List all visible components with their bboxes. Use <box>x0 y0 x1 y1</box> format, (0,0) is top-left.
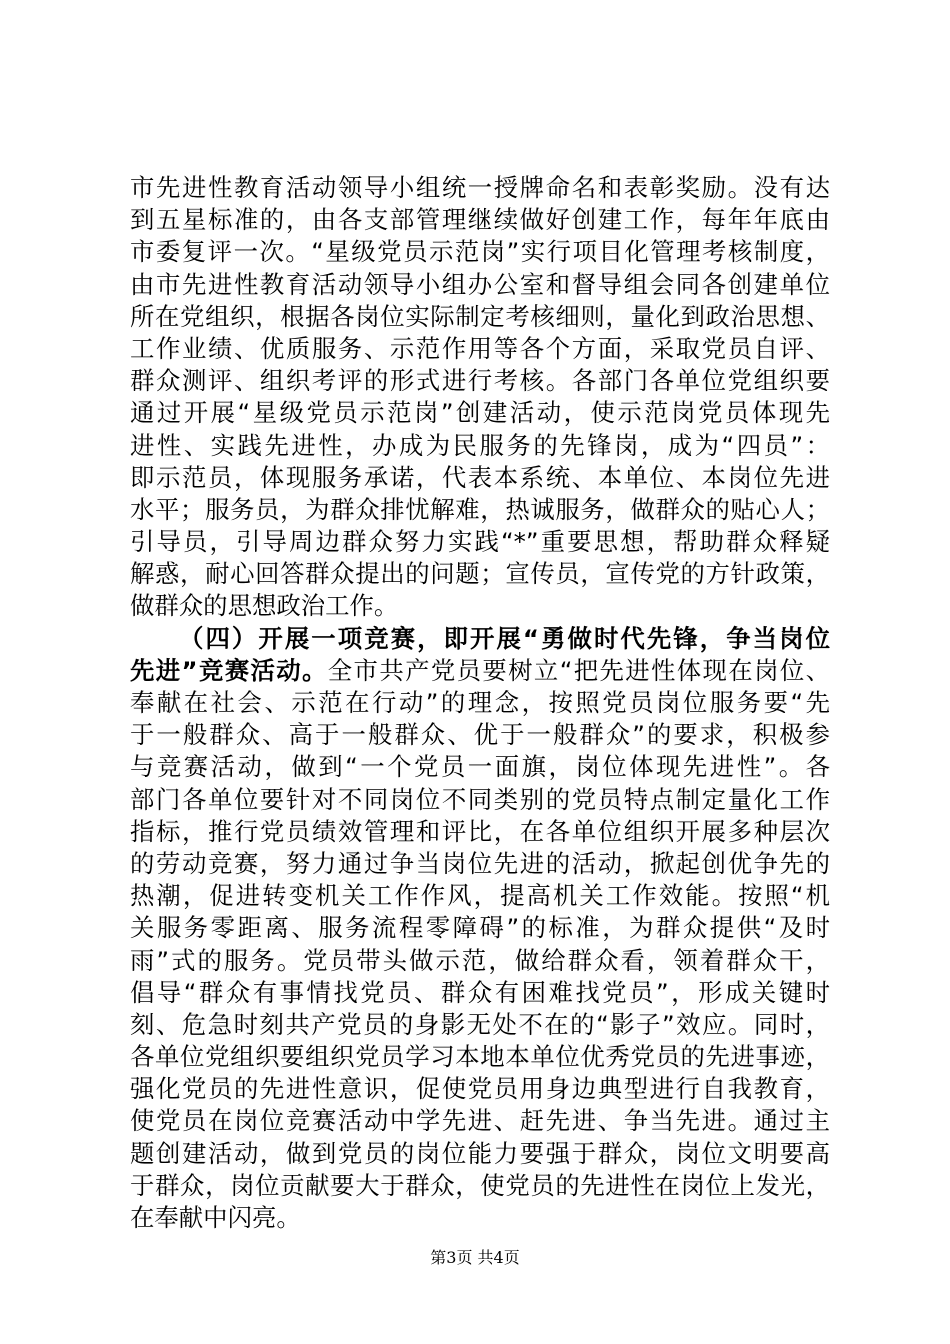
paragraph-line: 做群众的思想政治工作。 <box>130 591 399 621</box>
paragraph-line: 在奉献中闪亮。 <box>130 1203 301 1232</box>
section-heading: （四）开展一项竞赛，即开展“勇做时代先锋，争当岗位 <box>179 623 830 653</box>
paragraph-line: 各单位党组织要组织党员学习本地本单位优秀党员的先进事迹， <box>130 1042 830 1072</box>
paragraph-line: 由市先进性教育活动领导小组办公室和督导组会同各创建单位 <box>130 269 830 299</box>
document-body <box>130 172 830 1234</box>
paragraph-line: 刻、危急时刻共产党员的身影无处不在的“影子”效应。同时， <box>130 1009 830 1039</box>
paragraph-line: 解惑，耐心回答群众提出的问题；宣传员，宣传党的方针政策， <box>130 559 830 589</box>
paragraph-line <box>130 655 830 687</box>
paragraph-line: 的劳动竞赛，努力通过争当岗位先进的活动，掀起创优争先的 <box>130 848 830 878</box>
paragraph-line: 到五星标准的，由各支部管理继续做好创建工作，每年年底由 <box>130 205 830 235</box>
paragraph-competition <box>130 623 830 1235</box>
paragraph-line: 市委复评一次。“星级党员示范岗”实行项目化管理考核制度， <box>130 237 830 267</box>
paragraph-line: 热潮，促进转变机关工作作风，提高机关工作效能。按照“机 <box>130 881 830 911</box>
paragraph-line: 于一般群众、高于一般群众、优于一般群众”的要求，积极参 <box>130 720 830 750</box>
paragraph-line: 关服务零距离、服务流程零障碍”的标准，为群众提供“及时 <box>130 913 830 943</box>
paragraph-line-text: 全市共产党员要树立“把先进性体现在岗位、 <box>327 655 830 685</box>
paragraph-line: 题创建活动，做到党员的岗位能力要强于群众，岗位文明要高 <box>130 1138 830 1168</box>
paragraph-line: 水平；服务员，为群众排忧解难，热诚服务，做群众的贴心人； <box>130 494 830 524</box>
paragraph-line: 强化党员的先进性意识，促使党员用身边典型进行自我教育， <box>130 1074 830 1104</box>
paragraph-line: 雨”式的服务。党员带头做示范，做给群众看，领着群众干， <box>130 945 830 975</box>
paragraph-star-post <box>130 172 830 623</box>
paragraph-line: 引导员，引导周边群众努力实践“*”重要思想，帮助群众释疑 <box>130 527 830 557</box>
paragraph-line: 部门各单位要针对不同岗位不同类别的党员特点制定量化工作 <box>130 784 830 814</box>
section-heading-end: 先进”竞赛活动。 <box>130 655 328 685</box>
paragraph-line: 所在党组织，根据各岗位实际制定考核细则，量化到政治思想、 <box>130 301 830 331</box>
paragraph-line: 进性、实践先进性，办成为民服务的先锋岗，成为“四员”： <box>130 430 830 460</box>
paragraph-line: 倡导“群众有事情找党员、群众有困难找党员”，形成关键时 <box>130 977 830 1007</box>
paragraph-line: 使党员在岗位竞赛活动中学先进、赶先进、争当先进。通过主 <box>130 1106 830 1136</box>
paragraph-line: 与竞赛活动，做到“一个党员一面旗，岗位体现先进性”。各 <box>130 752 830 782</box>
page-number-footer: 第3页 共4页 <box>430 1248 520 1267</box>
paragraph-line: 奉献在社会、示范在行动”的理念，按照党员岗位服务要“先 <box>130 688 830 717</box>
paragraph-line: 工作业绩、优质服务、示范作用等各个方面，采取党员自评、 <box>130 333 830 363</box>
paragraph-line: 市先进性教育活动领导小组统一授牌命名和表彰奖励。没有达 <box>130 173 830 202</box>
paragraph-line: 通过开展“星级党员示范岗”创建活动，使示范岗党员体现先 <box>130 398 830 428</box>
paragraph-line: 指标，推行党员绩效管理和评比，在各单位组织开展多种层次 <box>130 816 830 846</box>
paragraph-line: 于群众，岗位贡献要大于群众，使党员的先进性在岗位上发光， <box>130 1170 830 1200</box>
paragraph-line: 群众测评、组织考评的形式进行考核。各部门各单位党组织要 <box>130 366 830 396</box>
paragraph-line: 即示范员，体现服务承诺，代表本系统、本单位、本岗位先进 <box>130 462 830 492</box>
